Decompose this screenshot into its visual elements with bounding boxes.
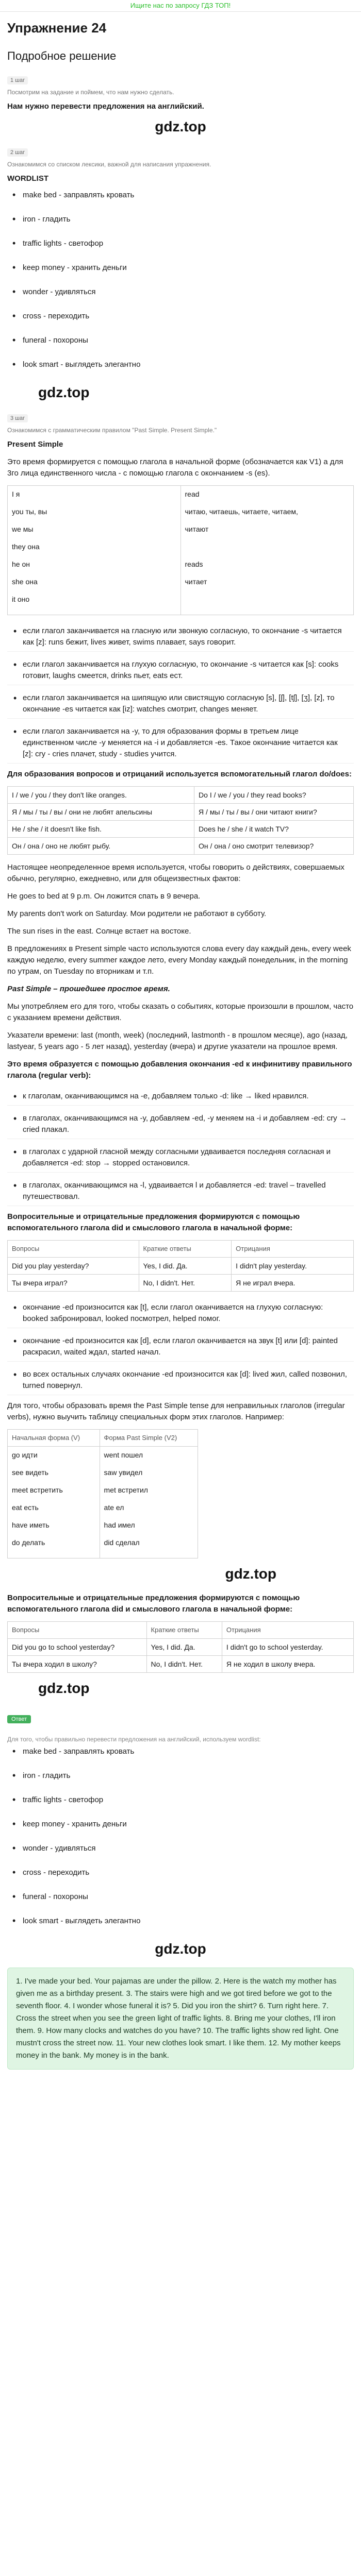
verb-cell — [185, 541, 350, 552]
pronoun-cell: I я — [12, 490, 20, 498]
verb-cell — [185, 594, 350, 604]
rule-item: • в глаголах, оканчивающимся на -y, добавляем -ed, -y меняем на -i и добавляем -ed: cry → cried плакал. — [7, 1110, 354, 1139]
table-header: Отрицания — [222, 1622, 353, 1639]
table-cell: Я / мы / ты / вы / они не любят апельсины — [8, 804, 194, 821]
word-item: • make bed - заправлять кровать — [7, 191, 354, 199]
base-form-column — [8, 1447, 100, 1558]
table-cell: Do I / we / you / they read books? — [194, 787, 354, 804]
step-text: Нам нужно перевести предложения на английский. — [7, 102, 204, 111]
table-cell: Yes, I did. Да. — [139, 1258, 232, 1275]
pronoun-cell: you ты, вы — [12, 507, 47, 516]
rule-item: • во всех остальных случаях окончание -ed произносится как [d]: lived жил, called позвонил, turned повернул. — [7, 1366, 354, 1395]
table-header: Начальная форма (V) — [8, 1430, 100, 1447]
answer-section — [7, 1707, 354, 2070]
table-cell: Ты вчера ходил в школу? — [8, 1656, 147, 1673]
watermark: gdz.top — [155, 118, 206, 134]
pronoun-cell: we мы — [12, 525, 34, 533]
table-header: Вопросы — [8, 1241, 139, 1258]
wordlist — [7, 191, 354, 369]
step-1 — [7, 73, 354, 112]
word-item: • keep money - хранить деньги — [7, 1820, 354, 1828]
word-item: • cross - переходить — [7, 1868, 354, 1877]
table-cell: I didn't play yesterday. — [232, 1258, 354, 1275]
past-simple-title: Past Simple – прошедшее простое время. — [7, 985, 170, 993]
example-sentence: He goes to bed at 9 p.m. Он ложится спать в 9 вечера. — [7, 892, 201, 901]
verb-cell: eat есть — [12, 1503, 39, 1512]
step-badge: 3 шаг — [7, 414, 28, 422]
answer-wordlist — [7, 1747, 354, 1925]
pronoun-column — [8, 486, 181, 615]
table-header: Краткие ответы — [139, 1241, 232, 1258]
table-header: Форма Past Simple (V2) — [100, 1430, 198, 1447]
irregular-verbs-table — [7, 1429, 198, 1558]
step-hint: Ознакомимся с грамматическим правилом "Past Simple. Present Simple." — [7, 427, 217, 434]
table-cell: Did you go to school yesterday? — [8, 1639, 147, 1656]
verb-cell: читаю, читаешь, читаете, читаем, — [185, 507, 298, 516]
verb-cell: do делать — [12, 1538, 45, 1547]
word-item: • keep money - хранить деньги — [7, 263, 354, 272]
table-cell: No, I didn't. Нет. — [139, 1275, 232, 1292]
present-ending-rules — [7, 622, 354, 764]
verb-cell: go идти — [12, 1451, 38, 1459]
word-item: • look smart - выглядеть элегантно — [7, 1917, 354, 1925]
verb-cell: meet встретить — [12, 1486, 63, 1494]
aux-verb-table — [7, 786, 354, 855]
past-intro: Мы употребляем его для того, чтобы сказать о событиях, которые произошли в прошлом, часто с указанием времени действия. — [7, 1002, 354, 1022]
word-item: • make bed - заправлять кровать — [7, 1747, 354, 1756]
word-item: • wonder - удивляться — [7, 1844, 354, 1853]
rule-item: • к глаголам, оканчивающимся на -e, добавляем только -d: like → liked нравился. — [7, 1088, 354, 1106]
rule-item: • если глагол заканчивается на гласную или звонкую согласную, то окончание -s читается как [z]: runs бежит, lives живет, swims плавает, says говорит. — [7, 622, 354, 652]
step-badge: 1 шаг — [7, 76, 28, 84]
verb-cell: ate ел — [104, 1503, 124, 1512]
word-item: • look smart - выглядеть элегантно — [7, 360, 354, 369]
wordlist-title: WORDLIST — [7, 174, 48, 183]
table-cell: Ты вчера играл? — [8, 1275, 139, 1292]
past-regular-text: Это время образуется с помощью добавления окончания -ed к инфинитиву правильного глагола (regular verb): — [7, 1060, 352, 1080]
verb-cell: see видеть — [12, 1468, 48, 1477]
watermark: gdz.top — [225, 1566, 276, 1582]
pronoun-cell: he он — [12, 560, 30, 568]
present-usage: Настоящее неопределенное время используется, чтобы говорить о действиях, совершаемых обычно, регулярно, ежедневно, или для общеизвестных фактов: — [7, 863, 344, 883]
table-cell: Does he / she / it watch TV? — [194, 821, 354, 838]
past-ending-rules — [7, 1088, 354, 1206]
table-cell: Я не играл вчера. — [232, 1275, 354, 1292]
rule-item: • окончание -ed произносится как [t], если глагол оканчивается на глухую согласную: booked забронировал, looked посмотрел, helped помог. — [7, 1299, 354, 1328]
past-neg-text-2: Вопросительные и отрицательные предложения формируются с помощью вспомогательного глагола did и смыслового глагола в начальной форме: — [7, 1594, 300, 1614]
pronoun-table — [7, 485, 354, 615]
past-markers: Указатели времени: last (month, week) (последний, lastmonth - в прошлом месяце), ago (назад, lastyear, 5 years ago - 5 лет назад), yesterday (вчера) и другие указатели на прошлое время. — [7, 1031, 348, 1051]
word-item: • traffic lights - светофор — [7, 239, 354, 248]
past-question-table — [7, 1240, 354, 1292]
table-cell: Я / мы / ты / вы / они читают книги? — [194, 804, 354, 821]
irregular-text: Для того, чтобы образовать время the Past Simple tense для неправильных глаголов (irregular verbs), нужно выучить таблицу специальных форм этих глаголов. Например: — [7, 1401, 345, 1421]
rule-item: • окончание -ed произносится как [d], если глагол оканчивается на звук [t] или [d]: painted раскрасил, waited ждал, started начал. — [7, 1332, 354, 1362]
rule-item: • в глаголах, оканчивающимся на -l, удваивается l и добавляется -ed: travel – travelled путешествовал. — [7, 1177, 354, 1206]
rule-item: • если глагол заканчивается на шипящую или свистящую согласную [s], [ʃ], [tʃ], [ʒ], [z], то окончание -es читается как [iz]: watches смотрит, changes меняет. — [7, 689, 354, 719]
verb-cell: went пошел — [104, 1451, 143, 1459]
aux-verb-text: Для образования вопросов и отрицаний используется вспомогательный глагол do/does: — [7, 770, 352, 778]
past-neg-text: Вопросительные и отрицательные предложения формируются с помощью вспомогательного глагола did и смыслового глагола в начальной форме: — [7, 1212, 300, 1232]
word-item: • cross - переходить — [7, 312, 354, 320]
top-banner-text[interactable]: Ищите нас по запросу ГДЗ ТОП! — [130, 2, 231, 9]
table-cell: I didn't go to school yesterday. — [222, 1639, 353, 1656]
table-cell: Did you play yesterday? — [8, 1258, 139, 1275]
watermark: gdz.top — [38, 384, 90, 400]
verb-cell: had имел — [104, 1521, 135, 1529]
pronoun-cell: she она — [12, 578, 38, 586]
present-simple-title: Present Simple — [7, 440, 63, 449]
time-markers-text: В предложениях в Present simple часто используются слова every day каждый день, every week каждую неделю, every summer каждое лето, every Monday каждый понедельник, in the morning по утрам, on Tuesday по вторникам и т.п. — [7, 944, 351, 976]
answer-notice: Для того, чтобы правильно перевести предложения на английский, используем wordlist: — [7, 1736, 261, 1743]
past-question-table-2 — [7, 1621, 354, 1673]
word-item: • funeral - похороны — [7, 1892, 354, 1901]
top-banner[interactable] — [0, 0, 361, 12]
past-form-column — [100, 1447, 198, 1558]
verb-cell: did сделал — [104, 1538, 140, 1547]
present-intro: Это время формируется с помощью глагола в начальной форме (обозначается как V1) а для 3го лица единственного числа - с помощью глагола с окончанием -s (es). — [7, 457, 343, 478]
word-item: • funeral - похороны — [7, 336, 354, 345]
step-badge: 2 шаг — [7, 148, 28, 157]
verb-cell: reads — [185, 560, 203, 568]
page-title: Упражнение 24 — [7, 20, 107, 36]
table-cell: Yes, I did. Да. — [146, 1639, 222, 1656]
step-hint: Ознакомимся со списком лексики, важной для написания упражнения. — [7, 161, 211, 168]
pronoun-cell: they она — [12, 543, 40, 551]
verb-cell: saw увидел — [104, 1468, 143, 1477]
table-cell: He / she / it doesn't like fish. — [8, 821, 194, 838]
table-header: Отрицания — [232, 1241, 354, 1258]
rule-item: • если глагол заканчивается на -y, то для образования формы в третьем лице единственном числе -y меняется на -i и добавляется -es. Такое окончание читается как [z]: cry - cries плачет, study - studies учится. — [7, 723, 354, 764]
step-2 — [7, 145, 354, 369]
example-sentence: My parents don't work on Saturday. Мои родители не работают в субботу. — [7, 909, 267, 918]
step-hint: Посмотрим на задание и поймем, что нам нужно сделать. — [7, 89, 174, 96]
table-cell: Он / она / оно смотрит телевизор? — [194, 838, 354, 855]
rule-item: • если глагол заканчивается на глухую согласную, то окончание -s читается как [s]: cooks готовит, laughs смеется, drinks пьет, eats ест. — [7, 656, 354, 685]
example-sentence: The sun rises in the east. Солнце встает на востоке. — [7, 927, 191, 936]
watermark: gdz.top — [38, 1680, 90, 1696]
answer-box: 1. I've made your bed. Your pajamas are under the pillow. 2. Here is the watch my mother has given me as a birthday present. 3. The stairs were high and we got tired before we got to the seventh floor. 4. I wonder whose funeral it is? 5. Did you iron the shirt? 6. Turn right here. 7. Cross the street when you see the green light of traffic lights. 8. Bring me your clothes, I'll iron them. 9. How many clocks and watches do you have? 10. The traffic lights show red light. One mustn't cross the street now. 11. Your new clothes look smart. I like them. 12. My mother keeps money in the bank. My money is in the bank. — [7, 1968, 354, 2070]
step-3 — [7, 411, 354, 1673]
word-item: • iron - гладить — [7, 1771, 354, 1780]
page-subtitle: Подробное решение — [7, 49, 117, 62]
table-cell: No, I didn't. Нет. — [146, 1656, 222, 1673]
verb-cell: have иметь — [12, 1521, 50, 1529]
table-cell: I / we / you / they don't like oranges. — [8, 787, 194, 804]
table-header: Краткие ответы — [146, 1622, 222, 1639]
verb-cell: читает — [185, 578, 207, 586]
rule-item: • в глаголах с ударной гласной между согласными удваивается последняя согласная и добавляется -ed: stop → stopped остановился. — [7, 1143, 354, 1173]
verb-column — [180, 486, 354, 615]
table-cell: Он / она / оно не любят рыбу. — [8, 838, 194, 855]
word-item: • iron - гладить — [7, 215, 354, 224]
table-header: Вопросы — [8, 1622, 147, 1639]
answer-badge: Ответ — [7, 1715, 31, 1723]
verb-cell: читают — [185, 525, 209, 533]
pronoun-cell: it оно — [12, 595, 30, 603]
table-cell: Я не ходил в школу вчера. — [222, 1656, 353, 1673]
verb-cell: met встретил — [104, 1486, 148, 1494]
main-content — [0, 20, 361, 2070]
pronunciation-rules — [7, 1299, 354, 1395]
word-item: • wonder - удивляться — [7, 287, 354, 296]
watermark: gdz.top — [155, 1941, 206, 1957]
verb-cell: read — [185, 490, 200, 498]
word-item: • traffic lights - светофор — [7, 1795, 354, 1804]
